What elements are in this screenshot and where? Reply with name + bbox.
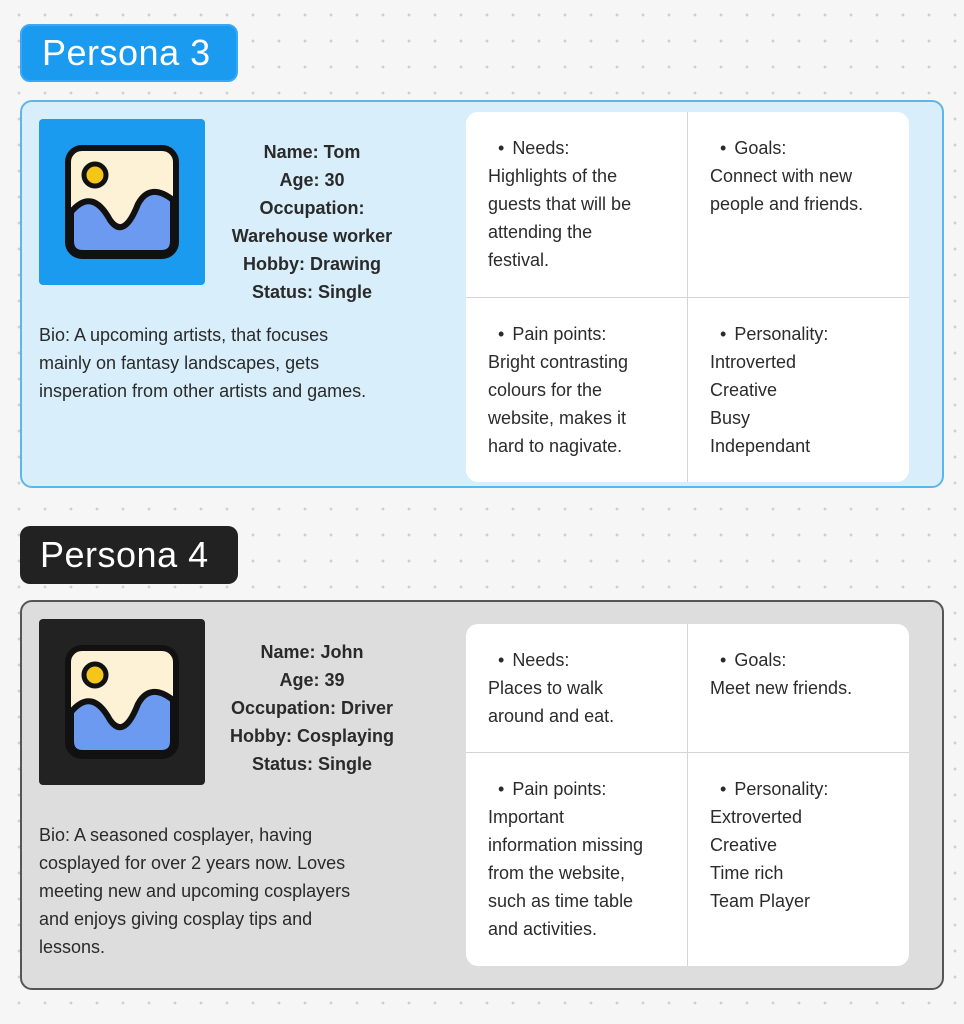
pain-points-label: • Pain points: (488, 775, 665, 803)
persona-3-age: Age: 30 (279, 170, 345, 190)
bio-line: insperation from other artists and games. (39, 381, 367, 401)
persona-4-title: Persona 4 (20, 526, 238, 584)
personality-line: Introverted (710, 352, 797, 372)
persona-4-personality (687, 752, 909, 966)
bio-line: and enjoys giving cosplay tips and (39, 909, 313, 929)
persona-3-card (20, 100, 944, 488)
goals-line: people and friends. (710, 194, 864, 214)
needs-line: festival. (488, 250, 550, 270)
pain-line: such as time table (488, 891, 634, 911)
personality-line: Busy (710, 408, 751, 428)
persona-3-pain-points (466, 297, 687, 482)
pain-line: from the website, (488, 863, 626, 883)
pain-line: hard to nagivate. (488, 436, 623, 456)
personality-line: Time rich (710, 863, 784, 883)
persona-4-goals (687, 624, 909, 752)
persona-3-status: Status: Single (251, 282, 372, 302)
image-placeholder-icon (62, 642, 182, 762)
needs-line: guests that will be (488, 194, 632, 214)
bio-line: meeting new and upcoming cosplayers (39, 881, 351, 901)
persona-3-title: Persona 3 (20, 24, 238, 82)
needs-line: Highlights of the (488, 166, 618, 186)
persona-3-avatar (39, 119, 205, 285)
persona-3-bio (39, 321, 366, 405)
pain-line: website, makes it (488, 408, 627, 428)
persona-4-occupation: Occupation: Driver (230, 698, 394, 718)
bio-line: Bio: A upcoming artists, that focuses (39, 325, 329, 345)
persona-4-bio (39, 821, 350, 961)
persona-4-info (217, 638, 407, 778)
personality-line: Extroverted (710, 807, 803, 827)
personality-label: • Personality: (710, 775, 887, 803)
bio-line: cosplayed for over 2 years now. Loves (39, 853, 346, 873)
pain-line: Bright contrasting (488, 352, 629, 372)
pain-line: colours for the (488, 380, 603, 400)
needs-line: around and eat. (488, 706, 615, 726)
persona-3-details-grid (466, 112, 909, 482)
persona-3-hobby: Hobby: Drawing (243, 254, 381, 274)
persona-4-name: Name: John (260, 642, 364, 662)
needs-label: • Needs: (488, 646, 665, 674)
persona-3-info (217, 138, 407, 306)
persona-3-name: Name: Tom (263, 142, 361, 162)
needs-line: Places to walk (488, 678, 604, 698)
personality-line: Team Player (710, 891, 811, 911)
personality-label: • Personality: (710, 320, 887, 348)
persona-3-goals (687, 112, 909, 297)
image-placeholder-icon (62, 142, 182, 262)
persona-3-personality (687, 297, 909, 482)
needs-label: • Needs: (488, 134, 665, 162)
personality-line: Creative (710, 835, 778, 855)
personality-line: Creative (710, 380, 778, 400)
pain-line: Important (488, 807, 565, 827)
needs-line: attending the (488, 222, 593, 242)
pain-line: information missing (488, 835, 644, 855)
persona-4-card (20, 600, 944, 990)
goals-line: Meet new friends. (710, 678, 853, 698)
persona-4-needs (466, 624, 687, 752)
pain-points-label: • Pain points: (488, 320, 665, 348)
persona-3-occupation-label: Occupation: (259, 198, 365, 218)
bio-line: mainly on fantasy landscapes, gets (39, 353, 320, 373)
persona-4-age: Age: 39 (279, 670, 345, 690)
goals-line: Connect with new (710, 166, 853, 186)
personality-line: Independant (710, 436, 811, 456)
persona-4-pain-points (466, 752, 687, 966)
bio-line: lessons. (39, 937, 106, 957)
goals-label: • Goals: (710, 134, 887, 162)
persona-3-needs (466, 112, 687, 297)
persona-4-avatar (39, 619, 205, 785)
persona-3-occupation-value: Warehouse worker (231, 226, 393, 246)
persona-4-hobby: Hobby: Cosplaying (229, 726, 394, 746)
bio-line: Bio: A seasoned cosplayer, having (39, 825, 313, 845)
persona-4-status: Status: Single (251, 754, 372, 774)
goals-label: • Goals: (710, 646, 887, 674)
pain-line: and activities. (488, 919, 598, 939)
persona-4-details-grid (466, 624, 909, 966)
